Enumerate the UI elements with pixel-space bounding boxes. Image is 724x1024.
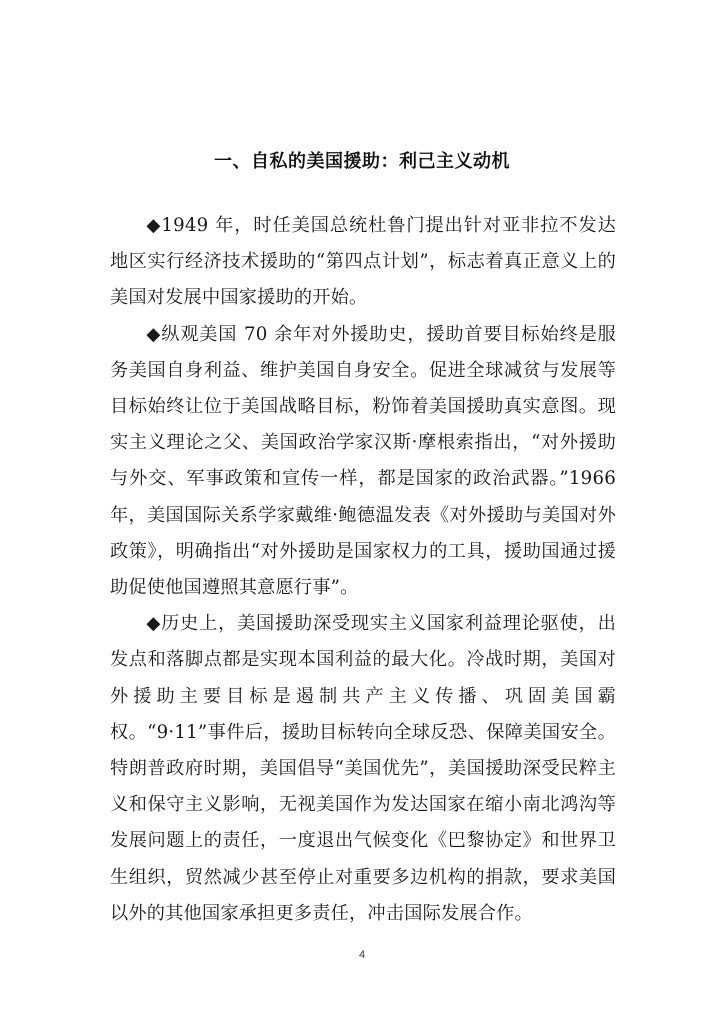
paragraph: ◆1949 年，时任美国总统杜鲁门提出针对亚非拉不发达地区实行经济技术援助的“第四点计划”，标志着真正意义上的美国对发展中国家援助的开始。: [110, 215, 616, 309]
paragraph: ◆纵观美国 70 余年对外援助史，援助首要目标始终是服务美国自身利益、维护美国自身安全。促进全球减贫与发展等目标始终让位于美国战略目标，粉饰着美国援助真实意图。现实主义理论之父、美国政治学家汉斯·摩根索指出，“对外援助与外交、军事政策和宣传一样，都是国家的政治武器。”1966 年，美国国际关系学家戴维·鲍德温发表《对外援助与美国对外政策》，明确指出“对外援助是国家权力的工具，援助国通过援助促使他国遵照其意愿行事”。: [110, 323, 616, 599]
section-heading: 一、自私的美国援助：利己主义动机: [214, 151, 510, 172]
paragraph: ◆历史上，美国援助深受现实主义国家利益理论驱使，出发点和落脚点都是实现本国利益的最大化。冷战时期，美国对外援助主要目标是遏制共产主义传播、巩固美国霸权。“9·11”事件后，援助目标转向全球反恐、保障美国安全。特朗普政府时期，美国倡导“美国优先”，美国援助深受民粹主义和保守主义影响，无视美国作为发达国家在缩小南北鸿沟等发展问题上的责任，一度退出气候变化《巴黎协定》和世界卫生组织，贸然减少甚至停止对重要多边机构的捐款，要求美国以外的其他国家承担更多责任，冲击国际发展合作。: [110, 613, 616, 924]
page-number: 4: [358, 949, 366, 961]
body-text: [110, 208, 616, 932]
